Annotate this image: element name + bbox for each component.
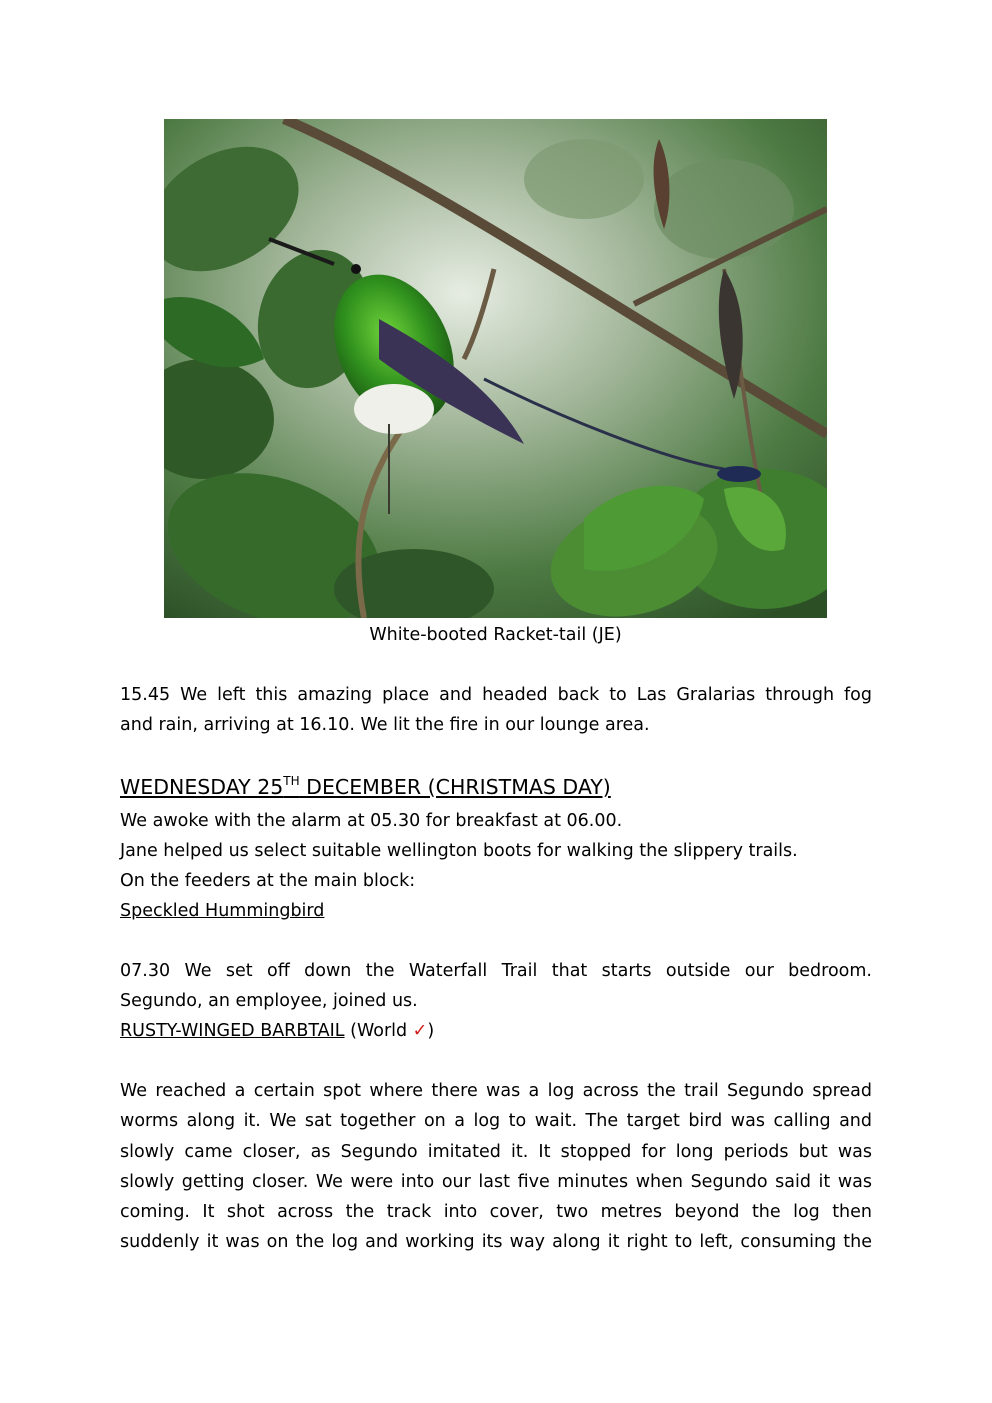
paragraph-line: We awoke with the alarm at 05.30 for breakfast at 06.00.: [120, 811, 623, 831]
heading-superscript: TH: [283, 774, 300, 788]
species-line: [120, 1019, 872, 1043]
paragraph-line: worms along it. We sat together on a log to wait. The target bird was calling and: [120, 1111, 872, 1131]
paragraph-line: On the feeders at the main block:: [120, 871, 416, 891]
hummingbird-photo: [164, 119, 827, 618]
paragraph-line: slowly getting closer. We were into our last five minutes when Segundo said it was: [120, 1172, 872, 1192]
paragraph-line: and rain, arriving at 16.10. We lit the fire in our lounge area.: [120, 715, 650, 735]
species-note-close: ): [427, 1021, 435, 1041]
paragraph-line: Jane helped us select suitable wellington boots for walking the slippery trails.: [120, 841, 798, 861]
paragraph-line: coming. It shot across the track into cover, two metres beyond the log then: [120, 1202, 872, 1222]
paragraph-line: 07.30 We set off down the Waterfall Trail that starts outside our bedroom.: [120, 961, 872, 981]
heading-text-rest: DECEMBER (CHRISTMAS DAY): [299, 775, 611, 799]
paragraph-line: slowly came closer, as Segundo imitated it. It stopped for long periods but was: [120, 1142, 872, 1162]
section-heading: [120, 773, 611, 801]
paragraph-line: We reached a certain spot where there was a log across the trail Segundo spread: [120, 1081, 872, 1101]
species-name: Speckled Hummingbird: [120, 901, 325, 921]
paragraph-line: 15.45 We left this amazing place and headed back to Las Gralarias through fog: [120, 685, 872, 705]
species-note: (World: [344, 1021, 413, 1041]
checkmark-icon: ✓: [412, 1021, 428, 1041]
paragraph-line: suddenly it was on the log and working its way along it right to left, consuming the: [120, 1232, 872, 1252]
paragraph-line: Segundo, an employee, joined us.: [120, 991, 418, 1011]
species-name: RUSTY-WINGED BARBTAIL: [120, 1021, 345, 1041]
heading-text: WEDNESDAY 25: [120, 775, 284, 799]
photo-caption: White-booted Racket-tail (JE): [369, 625, 622, 645]
